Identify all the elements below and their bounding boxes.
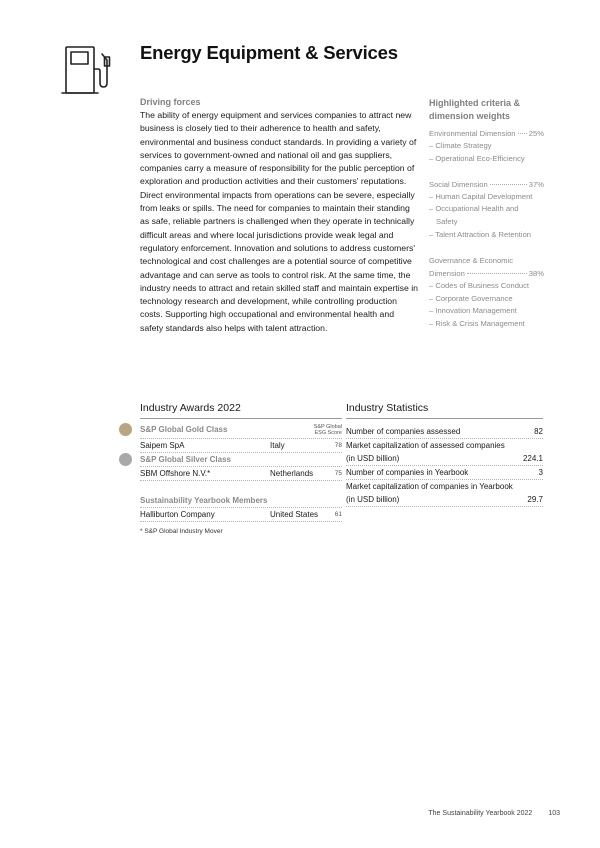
criterion: – Risk & Crisis Management <box>429 319 525 329</box>
criterion: – Climate Strategy <box>429 141 492 150</box>
esg-score: 61 <box>334 511 342 518</box>
company-name: Halliburton Company <box>140 510 215 519</box>
stats-table <box>346 421 543 507</box>
company-name: SBM Offshore N.V.* <box>140 469 211 478</box>
footnote: * S&P Global Industry Mover <box>140 528 223 535</box>
stats-title: Industry Statistics <box>346 402 429 414</box>
driving-forces-heading: Driving forces <box>140 97 201 107</box>
stats-rule <box>346 418 543 419</box>
criterion: – Talent Attraction & Retention <box>429 229 532 239</box>
members-label: Sustainability Yearbook Members <box>140 496 268 505</box>
awards-table <box>140 421 342 522</box>
social-dimension <box>429 178 544 242</box>
silver-class-row <box>140 453 342 467</box>
criterion: – Human Capital Development <box>429 191 533 201</box>
table-row: (in USD billion) 224.1 <box>346 452 543 466</box>
publication-name: The Sustainability Yearbook 2022 <box>428 810 533 817</box>
criterion: – Occupational Health and <box>429 204 519 214</box>
table-row <box>140 467 342 481</box>
page-title: Energy Equipment & Services <box>140 42 398 63</box>
awards-rule <box>140 418 342 419</box>
fuel-pump-icon <box>60 41 120 101</box>
esg-score: 75 <box>334 470 342 477</box>
esg-score-header: S&P Global ESG Score <box>313 423 342 436</box>
environmental-dimension <box>429 127 544 166</box>
company-country: United States <box>270 510 319 519</box>
gold-class-row <box>140 421 342 439</box>
page-footer <box>412 810 560 817</box>
esg-score: 78 <box>334 442 342 449</box>
criterion: Safety <box>436 217 458 227</box>
criterion: – Operational Eco-Efficiency <box>429 153 525 163</box>
criterion: – Corporate Governance <box>429 293 513 303</box>
company-country: Netherlands <box>270 469 314 478</box>
gov-weight: 38% <box>528 268 544 278</box>
social-label: Social Dimension <box>429 179 488 189</box>
highlighted-heading-line1: Highlighted criteria & <box>429 98 521 108</box>
company-country: Italy <box>270 441 285 450</box>
table-row: Market capitalization of companies in Yearbook <box>346 482 513 491</box>
silver-medal-icon <box>119 453 132 466</box>
governance-dimension <box>429 254 544 331</box>
page-number: 103 <box>548 810 560 817</box>
table-row: Market capitalization of assessed companies <box>346 441 505 450</box>
gov-label-line1: Governance & Economic <box>429 255 513 265</box>
table-row: Number of companies assessed 82 <box>346 425 543 439</box>
table-row: (in USD billion) 29.7 <box>346 493 543 507</box>
gold-class-label: S&P Global Gold Class <box>140 425 228 434</box>
criterion: – Codes of Business Conduct <box>429 280 530 290</box>
table-row <box>140 508 342 522</box>
driving-forces-text: The ability of energy equipment and services companies to attract new business is closely tied to their adherence to health and safety, environmental and business conduct standards. In providing a variety of services to government-owned and national oil and gas suppliers, companies carry a measure of responsibility for the public perception of exploration and production activities and their customers' reputations. Direct environmental impacts from operations can be severe, especially from leaks or spills. The need for companies to maintain their standing as safe, reliable partners is challenged when they operate in technically difficult areas and where local jurisdictions provide weak legal and regulatory enforcement. Innovation and solutions to address customers' technological and cost challenges are a potential source of competitive advantage and can serve as tools to control risk. At the same time, the industry needs to attract and retain skilled staff and maintain expertise in technology research and development, while controlling production costs. Supporting high occupational and environmental health and safety standards also helps with talent attraction. <box>140 110 418 333</box>
criterion: – Innovation Management <box>429 306 517 316</box>
env-weight: 25% <box>528 129 544 138</box>
gov-label-line2: Dimension <box>429 268 465 278</box>
members-row <box>140 494 342 508</box>
company-name: Saipem SpA <box>140 441 185 450</box>
table-row <box>140 439 342 453</box>
table-row: Number of companies in Yearbook 3 <box>346 466 543 480</box>
awards-title: Industry Awards 2022 <box>140 402 241 414</box>
env-label: Environmental Dimension <box>429 129 516 138</box>
silver-class-label: S&P Global Silver Class <box>140 455 232 464</box>
social-weight: 37% <box>528 179 544 189</box>
highlighted-heading-line2: dimension weights <box>429 110 511 121</box>
highlighted-criteria <box>429 97 544 343</box>
gold-medal-icon <box>119 423 132 436</box>
